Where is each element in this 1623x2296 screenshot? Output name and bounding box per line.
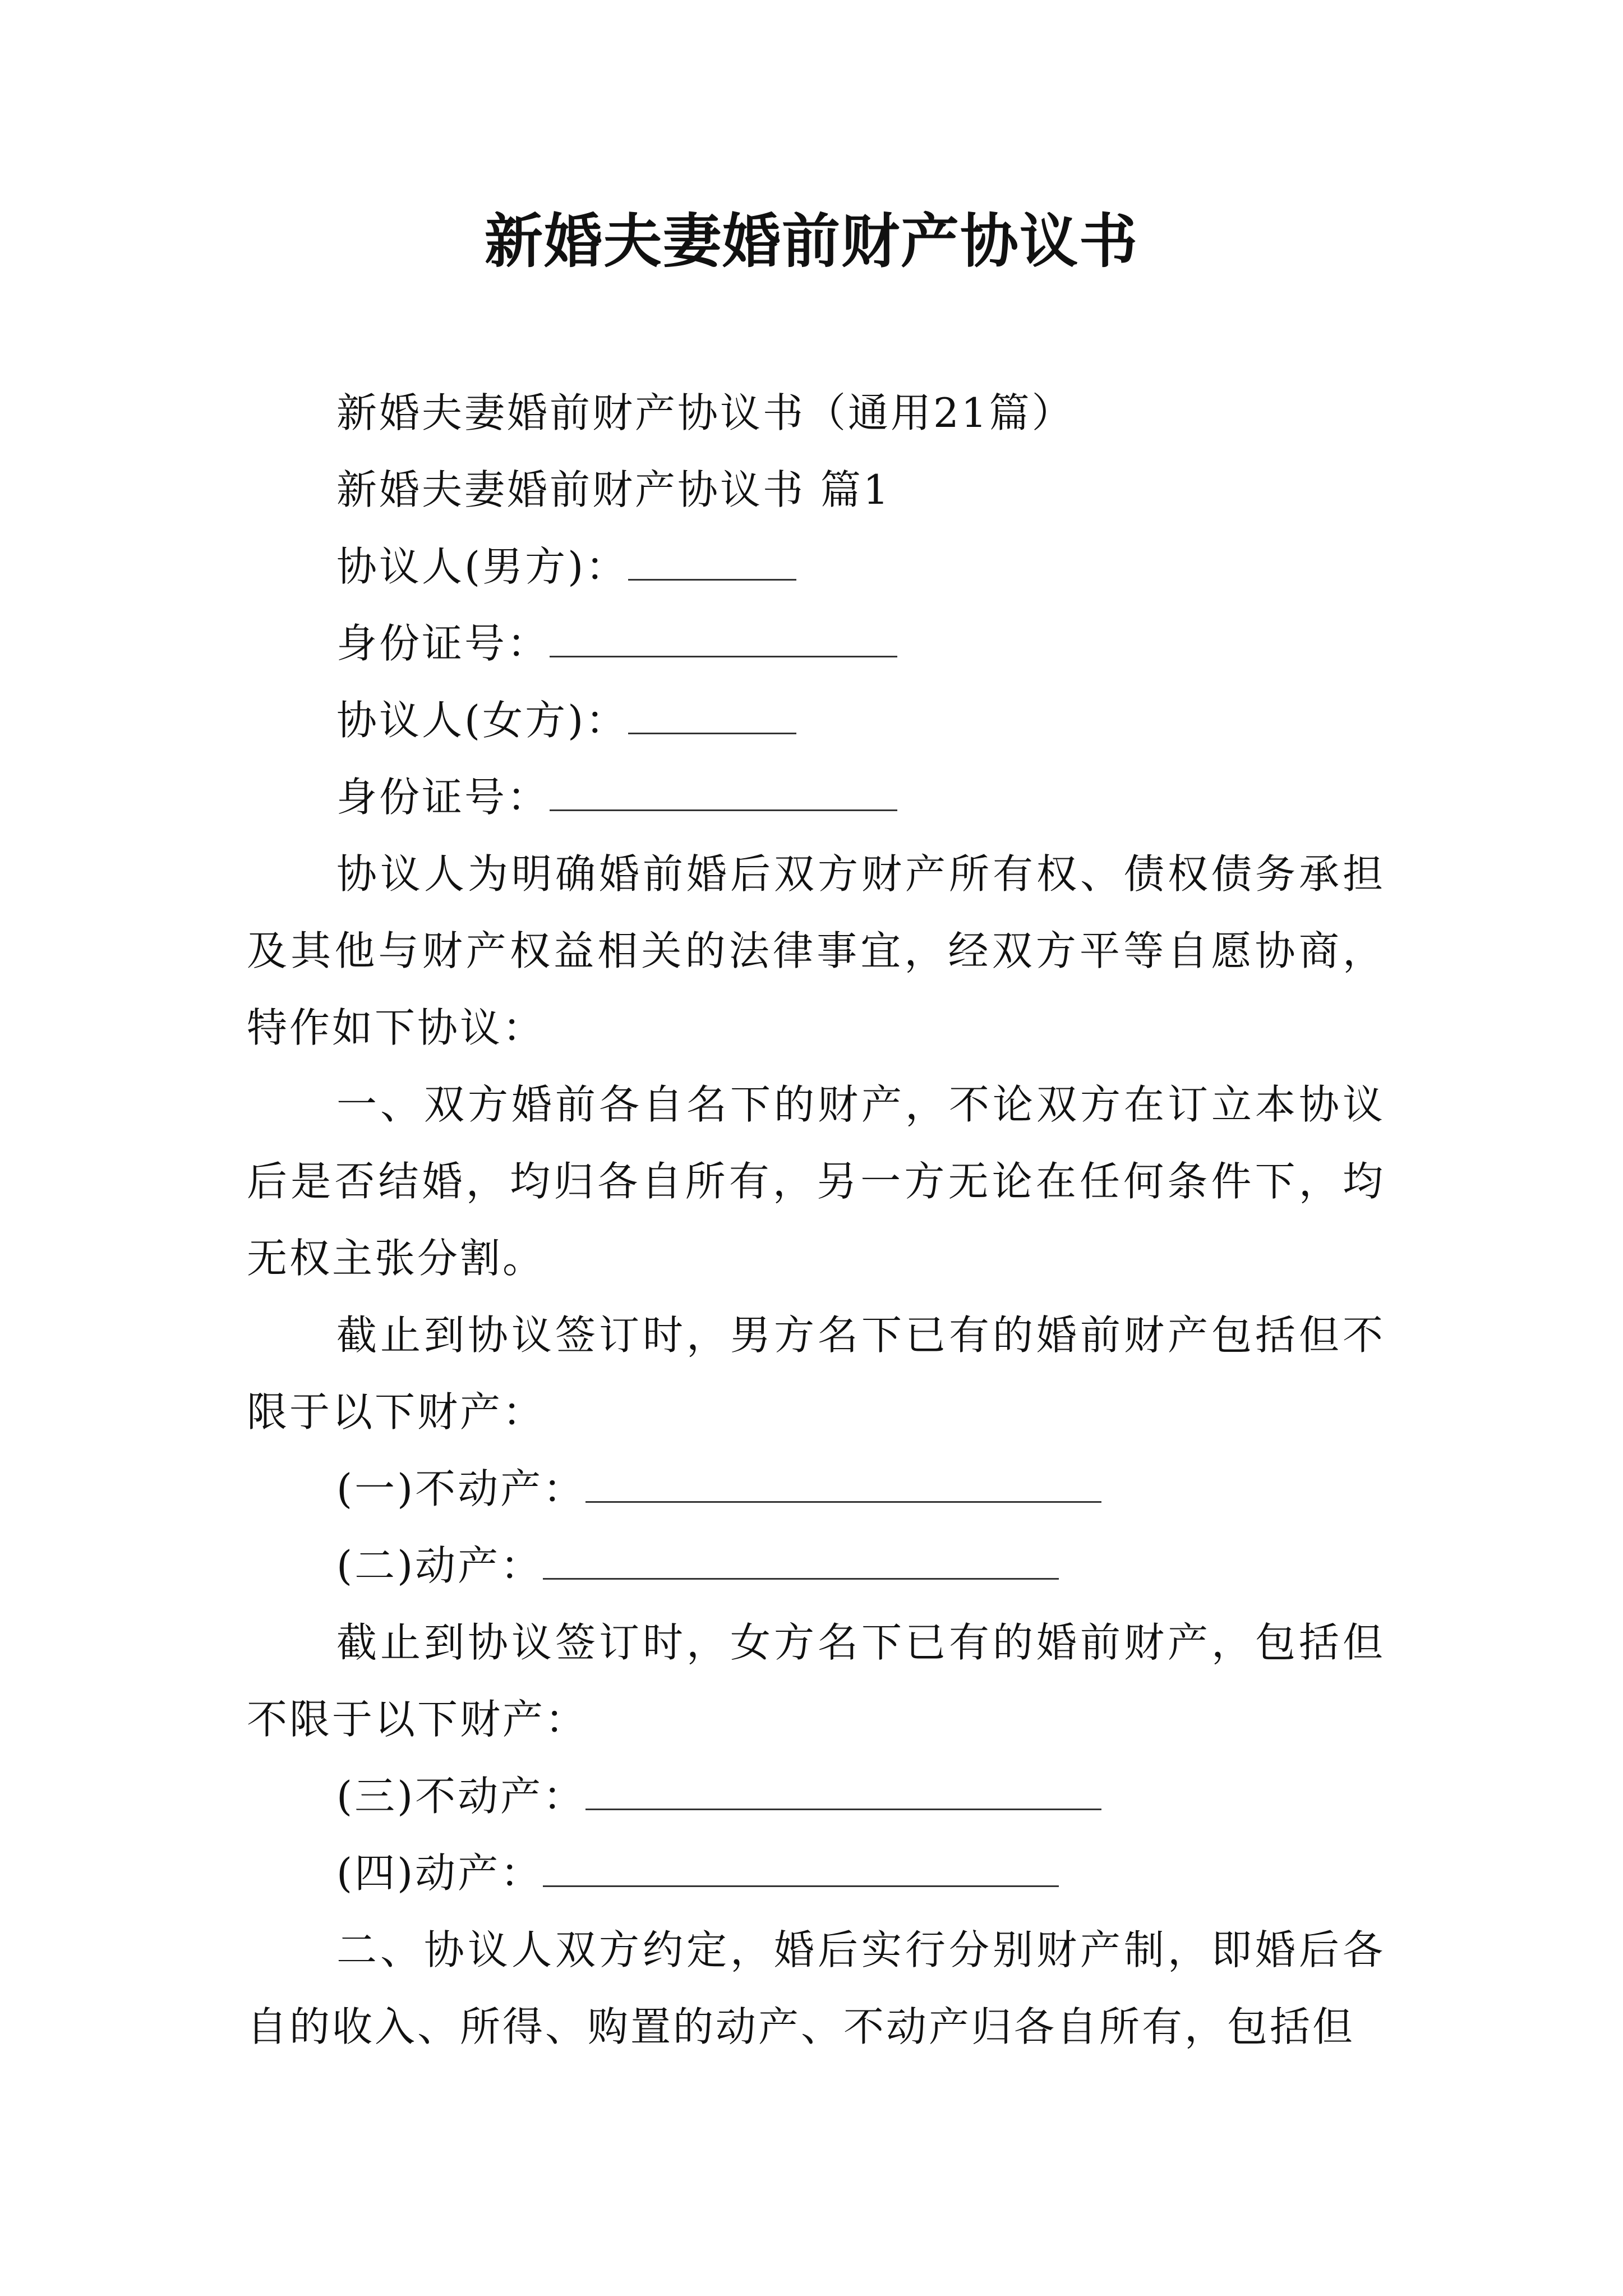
asset-item-2-label: (二)动产：	[336, 1542, 543, 1589]
clause-2-paragraph: 二、协议人双方约定，婚后实行分别财产制，即婚后各自的收入、所得、购置的动产、不动产归各自所有，包括但	[247, 1926, 1385, 2050]
asset-item-1	[247, 1451, 1385, 1527]
asset-item-2	[247, 1527, 1385, 1604]
clause-1-paragraph: 一、双方婚前各自名下的财产，不论双方在订立本协议后是否结婚，均归各自所有，另一方无论在任何条件下，均无权主张分割。	[247, 1081, 1385, 1282]
asset-item-2-blank[interactable]	[543, 1544, 1059, 1580]
male-id-field	[247, 605, 1385, 682]
document-subtitle: 新婚夫妻婚前财产协议书（通用21篇）	[336, 389, 1075, 436]
male-party-label: 协议人(男方)：	[336, 543, 629, 590]
female-assets-paragraph: 截止到协议签订时，女方名下已有的婚前财产，包括但不限于以下财产：	[247, 1619, 1385, 1743]
female-party-field	[247, 682, 1385, 759]
male-id-label: 身份证号：	[336, 620, 550, 667]
female-id-blank[interactable]	[550, 776, 897, 811]
asset-item-4-label: (四)动产：	[336, 1849, 543, 1897]
male-assets-paragraph: 截止到协议签订时，男方名下已有的婚前财产包括但不限于以下财产：	[247, 1312, 1385, 1435]
female-party-blank[interactable]	[628, 699, 796, 734]
male-party-blank[interactable]	[628, 545, 796, 581]
female-id-label: 身份证号：	[336, 774, 550, 821]
intro-paragraph: 协议人为明确婚前婚后双方财产所有权、债权债务承担及其他与财产权益相关的法律事宜，经双方平等自愿协商，特作如下协议：	[247, 850, 1385, 1051]
asset-item-4	[247, 1835, 1385, 1912]
asset-item-1-blank[interactable]	[585, 1467, 1101, 1503]
asset-item-3-label: (三)不动产：	[336, 1773, 586, 1820]
male-party-field	[247, 528, 1385, 605]
male-id-blank[interactable]	[550, 622, 897, 657]
section-heading: 新婚夫妻婚前财产协议书 篇1	[336, 466, 891, 513]
female-id-field	[247, 759, 1385, 836]
document-title: 新婚夫妻婚前财产协议书	[484, 206, 1138, 275]
asset-item-4-blank[interactable]	[543, 1852, 1059, 1887]
female-party-label: 协议人(女方)：	[336, 697, 629, 744]
asset-item-1-label: (一)不动产：	[336, 1465, 586, 1512]
asset-item-3-blank[interactable]	[585, 1775, 1101, 1810]
asset-item-3	[247, 1758, 1385, 1835]
document-body	[247, 375, 1385, 2065]
